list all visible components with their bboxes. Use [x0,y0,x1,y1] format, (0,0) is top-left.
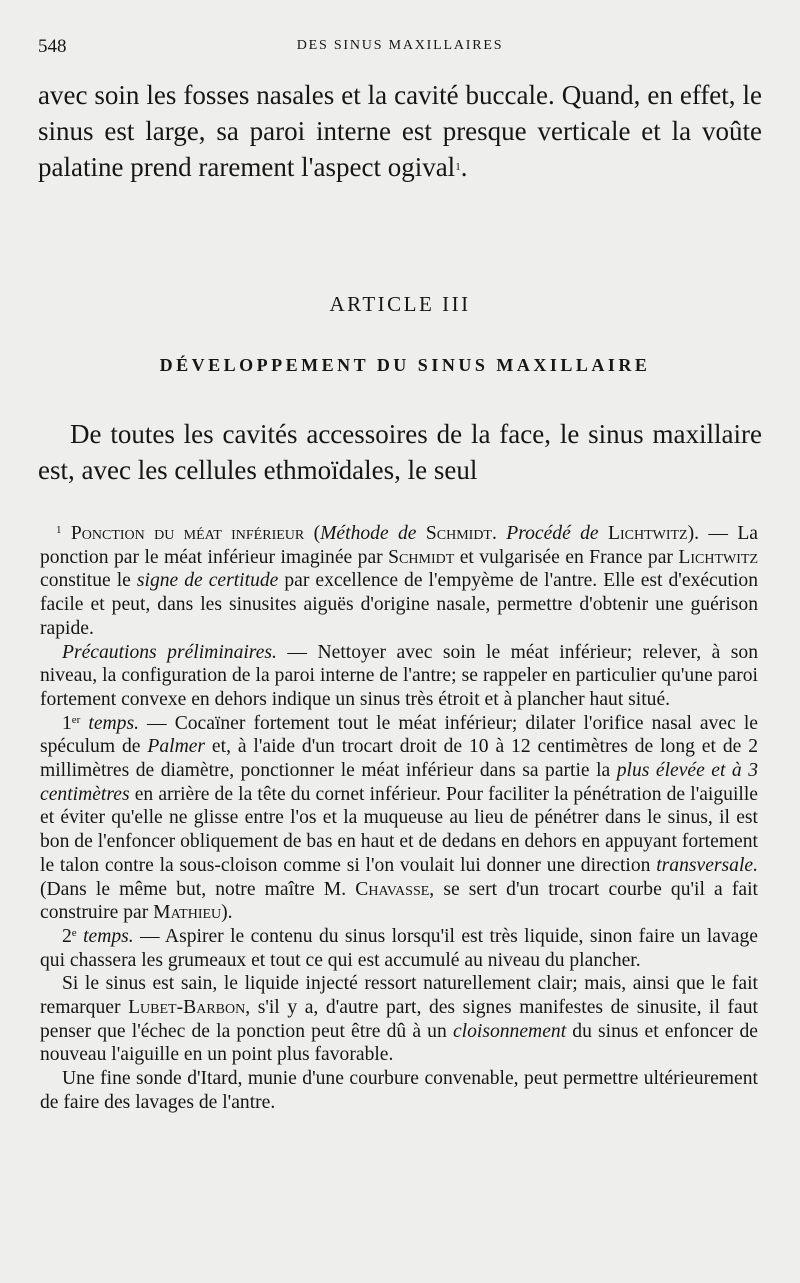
author-name: Lichtwitz [607,523,688,544]
ordinal-suffix: e [71,926,77,939]
footnote-text: . [491,523,507,544]
footnote-italic: plus élevée et à 3 centimètres [40,760,758,805]
footnote-text: , s'il y a, d'autre part, des signes manifestes de sinusite, il faut penser que l'échec de la ponction peut être dû à un [40,997,758,1042]
page-header [38,36,762,60]
footnote-italic: Procédé de [506,523,599,544]
footnote-text: ). [221,902,233,924]
paragraph-text: avec soin les fosses nasales et la cavité buccale. Quand, en effet, le sinus est large, sa paroi interne est presque verticale et la voûte palatine prend rarement l'aspect ogival [38,80,762,182]
footnote-text: 2 [62,925,72,947]
footnote-italic: cloisonnement [452,1020,567,1042]
footnote-italic: Méthode de [320,523,417,544]
footnote-text: — Cocaïner fortement tout le méat inférieur; dilater l'orifice nasal avec le spéculum de [40,712,758,758]
footnote-paragraph [40,972,758,1067]
page-number: 548 [38,36,67,57]
footnote-text: 1 [62,712,72,734]
footnote-heading: Ponction du méat inférieur [70,523,305,544]
footnote-paragraph [40,925,758,972]
author-name: Lubet-Barbon [128,997,246,1019]
footnote-text: (Dans le même but, notre maître M. [40,878,356,900]
author-name: Mathieu [153,902,222,924]
footnote-text: Une fine sonde d'Itard, munie d'une courbure convenable, peut permettre ultérieurement de faire des lavages de l'antre. [40,1068,758,1113]
footnote-italic: signe de certitude [136,570,279,592]
footnote-text: en arrière de la tête du cornet inférieur. Pour faciliter la pénétration de l'aiguille et éviter qu'elle ne glisse entre l'os et la muqueuse au lieu de pénétrer dans le sinus, il est bon de l'enfoncer obliquement de bas en haut et de dedans en dehors en appuyant fortement le talon contre la sous-cloison comme si l'on voulait lui donner une direction [40,783,758,876]
author-name: Lichtwitz [678,546,759,568]
footnote-italic: Précautions préliminaires. [62,641,277,663]
footnote-reference: 1 [455,161,461,173]
footnote-text: ( [304,523,321,544]
article-heading: ARTICLE III [329,292,471,316]
footnote-text: par excellence de l'empyème de l'antre. Elle est d'exécution facile et peut, dans les sinusites aiguës d'origine nasale, permettre d'obtenir une guérison rapide. [40,570,758,639]
ordinal-suffix: er [71,713,81,726]
paragraph-intro: De toutes les cavités accessoires de la face, le sinus maxillaire est, avec les cellules ethmoïdales, le seul [38,419,762,485]
footnote-text: — Aspirer le contenu du sinus lorsqu'il est très liquide, sinon faire un lavage qui chassera les grumeaux et tout ce qui est accumulé au niveau du plancher. [40,925,758,971]
footnote-paragraph [40,1067,758,1114]
footnote-paragraph [40,641,758,712]
paragraph-continuation [38,77,762,185]
running-title: DES SINUS MAXILLAIRES [296,38,504,53]
footnote-italic: temps. [88,712,140,734]
footnote-text: Si le sinus est sain, le liquide injecté ressort naturellement clair; mais, ainsi que le fait remarquer [40,973,758,1019]
author-name: Schmidt [425,523,492,544]
footnote-italic: temps. [83,925,134,947]
footnote-text: ). — La ponction par le méat inférieur imaginée par [40,523,758,568]
footnote-text: — Nettoyer avec soin le méat inférieur; relever, à son niveau, la configuration de la paroi interne de l'antre; se rappeler en particulier qu'une paroi fortement convexe en dehors indique un sinus très étroit et à plancher haut situé. [40,641,759,710]
footnote [40,522,758,1115]
footnote-italic: transversale. [656,854,758,876]
footnote-text: et, à l'aide d'un trocart droit de 10 à 12 centimètres de long et de 2 millimètres de diamètre, ponctionner le méat inférieur dans sa partie la [40,736,758,782]
section-title: DÉVELOPPEMENT DU SINUS MAXILLAIRE [159,355,651,375]
footnote-paragraph [40,712,758,925]
author-name: Chavasse [355,878,430,900]
footnote-mark: 1 [56,524,62,536]
footnote-text: , se sert d'un trocart courbe qu'il a fait construire par [40,878,758,924]
footnote-text: du sinus et enfoncer de nouveau l'aiguille en un point plus favorable. [40,1020,758,1066]
footnote-paragraph [40,522,758,641]
footnote-italic: Palmer [147,736,206,758]
footnote-text: constitue le [40,570,137,592]
paragraph-end: . [460,152,468,182]
footnote-text: et vulgarisée en France par [454,546,679,568]
author-name: Schmidt [388,546,455,568]
